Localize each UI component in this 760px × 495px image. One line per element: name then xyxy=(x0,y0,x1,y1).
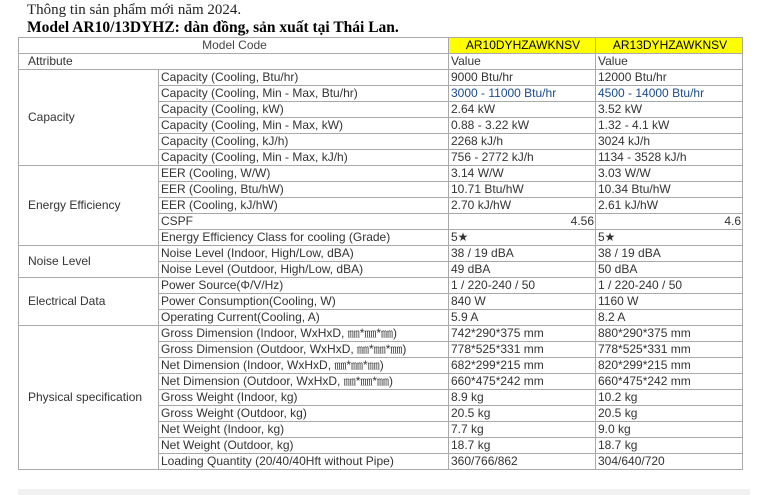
spec-value-model-2: 660*475*242 mm xyxy=(596,374,743,390)
spec-value-model-1: 2268 kJ/h xyxy=(449,134,596,150)
spec-value-model-1: 10.71 Btu/hW xyxy=(449,182,596,198)
spec-label: Net Weight (Indoor, kg) xyxy=(159,422,449,438)
value-label-2: Value xyxy=(596,54,743,70)
header-row xyxy=(19,38,743,54)
spec-label: CSPF xyxy=(159,214,449,230)
spec-label: EER (Cooling, Btu/hW) xyxy=(159,182,449,198)
spec-value-model-2: 50 dBA xyxy=(596,262,743,278)
spec-value-model-1: 660*475*242 mm xyxy=(449,374,596,390)
spec-value-model-1: 682*299*215 mm xyxy=(449,358,596,374)
attribute-header-row xyxy=(19,54,743,70)
spec-label: Capacity (Cooling, Min - Max, kJ/h) xyxy=(159,150,449,166)
spec-value-model-1: 4.56 xyxy=(449,214,596,230)
spec-value-model-1: 38 / 19 dBA xyxy=(449,246,596,262)
spec-value-model-1: 9000 Btu/hr xyxy=(449,70,596,86)
spec-value-model-1: 756 - 2772 kJ/h xyxy=(449,150,596,166)
category-cell: Energy Efficiency xyxy=(19,166,159,246)
spec-value-model-2: 778*525*331 mm xyxy=(596,342,743,358)
spec-label: EER (Cooling, kJ/hW) xyxy=(159,198,449,214)
spec-value-model-1: 5★ xyxy=(449,230,596,246)
spec-value-model-1: 840 W xyxy=(449,294,596,310)
category-cell: Noise Level xyxy=(19,246,159,278)
spec-value-model-1: 778*525*331 mm xyxy=(449,342,596,358)
spec-value-model-1: 0.88 - 3.22 kW xyxy=(449,118,596,134)
spec-label: Power Source(Φ/V/Hz) xyxy=(159,278,449,294)
model-1-code: AR10DYHZAWKNSV xyxy=(449,38,596,54)
spec-value-model-2: 18.7 kg xyxy=(596,438,743,454)
table-row xyxy=(19,70,743,86)
spec-value-model-2: 304/640/720 xyxy=(596,454,743,470)
intro-text: Thông tin sản phẩm mới năm 2024. xyxy=(27,2,242,18)
spec-value-model-2: 38 / 19 dBA xyxy=(596,246,743,262)
spec-label: Capacity (Cooling, Min - Max, kW) xyxy=(159,118,449,134)
spec-value-model-2: 20.5 kg xyxy=(596,406,743,422)
spec-value-model-2: 1134 - 3528 kJ/h xyxy=(596,150,743,166)
spec-value-model-1: 20.5 kg xyxy=(449,406,596,422)
spec-value-model-1: 742*290*375 mm xyxy=(449,326,596,342)
spec-label: Operating Current(Cooling, A) xyxy=(159,310,449,326)
spec-label: Noise Level (Outdoor, High/Low, dBA) xyxy=(159,262,449,278)
spec-value-model-2: 10.34 Btu/hW xyxy=(596,182,743,198)
spec-value-model-2: 5★ xyxy=(596,230,743,246)
spec-value-model-2: 3.52 kW xyxy=(596,102,743,118)
spec-value-model-2: 4.6 xyxy=(596,214,743,230)
spec-value-model-2: 12000 Btu/hr xyxy=(596,70,743,86)
spec-label: Net Weight (Outdoor, kg) xyxy=(159,438,449,454)
spec-label: Power Consumption(Cooling, W) xyxy=(159,294,449,310)
spec-label: Energy Efficiency Class for cooling (Grade) xyxy=(159,230,449,246)
spec-value-model-1: 7.7 kg xyxy=(449,422,596,438)
spec-value-model-2: 1.32 - 4.1 kW xyxy=(596,118,743,134)
spec-value-model-2: 880*290*375 mm xyxy=(596,326,743,342)
spec-value-model-2: 10.2 kg xyxy=(596,390,743,406)
spec-value-model-2: 1160 W xyxy=(596,294,743,310)
attribute-label: Attribute xyxy=(19,54,449,70)
spec-value-model-1: 5.9 A xyxy=(449,310,596,326)
table-row xyxy=(19,278,743,294)
spec-value-model-2: 8.2 A xyxy=(596,310,743,326)
table-row xyxy=(19,326,743,342)
spec-table xyxy=(18,37,743,470)
table-row xyxy=(19,246,743,262)
footer-band xyxy=(18,489,750,495)
category-cell: Electrical Data xyxy=(19,278,159,326)
spec-value-model-1: 1 / 220-240 / 50 xyxy=(449,278,596,294)
spec-value-model-2: 3024 kJ/h xyxy=(596,134,743,150)
spec-value-model-2: 820*299*215 mm xyxy=(596,358,743,374)
spec-value-model-1: 360/766/862 xyxy=(449,454,596,470)
spec-label: Gross Weight (Indoor, kg) xyxy=(159,390,449,406)
spec-label: Gross Weight (Outdoor, kg) xyxy=(159,406,449,422)
spec-value-model-2: 3.03 W/W xyxy=(596,166,743,182)
spec-value-model-1: 8.9 kg xyxy=(449,390,596,406)
spec-value-model-2: 9.0 kg xyxy=(596,422,743,438)
spec-label: EER (Cooling, W/W) xyxy=(159,166,449,182)
category-cell: Capacity xyxy=(19,70,159,166)
spec-label: Net Dimension (Outdoor, WxHxD, ㎜*㎜*㎜) xyxy=(159,374,449,390)
table-row xyxy=(19,166,743,182)
spec-label: Loading Quantity (20/40/40Hft without Pipe) xyxy=(159,454,449,470)
spec-label: Noise Level (Indoor, High/Low, dBA) xyxy=(159,246,449,262)
spec-label: Capacity (Cooling, kJ/h) xyxy=(159,134,449,150)
spec-label: Gross Dimension (Indoor, WxHxD, ㎜*㎜*㎜) xyxy=(159,326,449,342)
spec-value-model-2: 4500 - 14000 Btu/hr xyxy=(596,86,743,102)
spec-value-model-1: 2.64 kW xyxy=(449,102,596,118)
page-title: Model AR10/13DYHZ: dàn đồng, sản xuất tại Thái Lan. xyxy=(27,19,399,36)
spec-value-model-1: 49 dBA xyxy=(449,262,596,278)
model-code-label: Model Code xyxy=(19,38,449,54)
spec-value-model-1: 18.7 kg xyxy=(449,438,596,454)
spec-label: Gross Dimension (Outdoor, WxHxD, ㎜*㎜*㎜) xyxy=(159,342,449,358)
spec-value-model-2: 2.61 kJ/hW xyxy=(596,198,743,214)
spec-label: Net Dimension (Indoor, WxHxD, ㎜*㎜*㎜) xyxy=(159,358,449,374)
spec-label: Capacity (Cooling, kW) xyxy=(159,102,449,118)
spec-value-model-1: 2.70 kJ/hW xyxy=(449,198,596,214)
spec-value-model-2: 1 / 220-240 / 50 xyxy=(596,278,743,294)
spec-value-model-1: 3000 - 11000 Btu/hr xyxy=(449,86,596,102)
value-label-1: Value xyxy=(449,54,596,70)
model-2-code: AR13DYHZAWKNSV xyxy=(596,38,743,54)
spec-label: Capacity (Cooling, Btu/hr) xyxy=(159,70,449,86)
spec-label: Capacity (Cooling, Min - Max, Btu/hr) xyxy=(159,86,449,102)
spec-value-model-1: 3.14 W/W xyxy=(449,166,596,182)
category-cell: Physical specification xyxy=(19,326,159,470)
